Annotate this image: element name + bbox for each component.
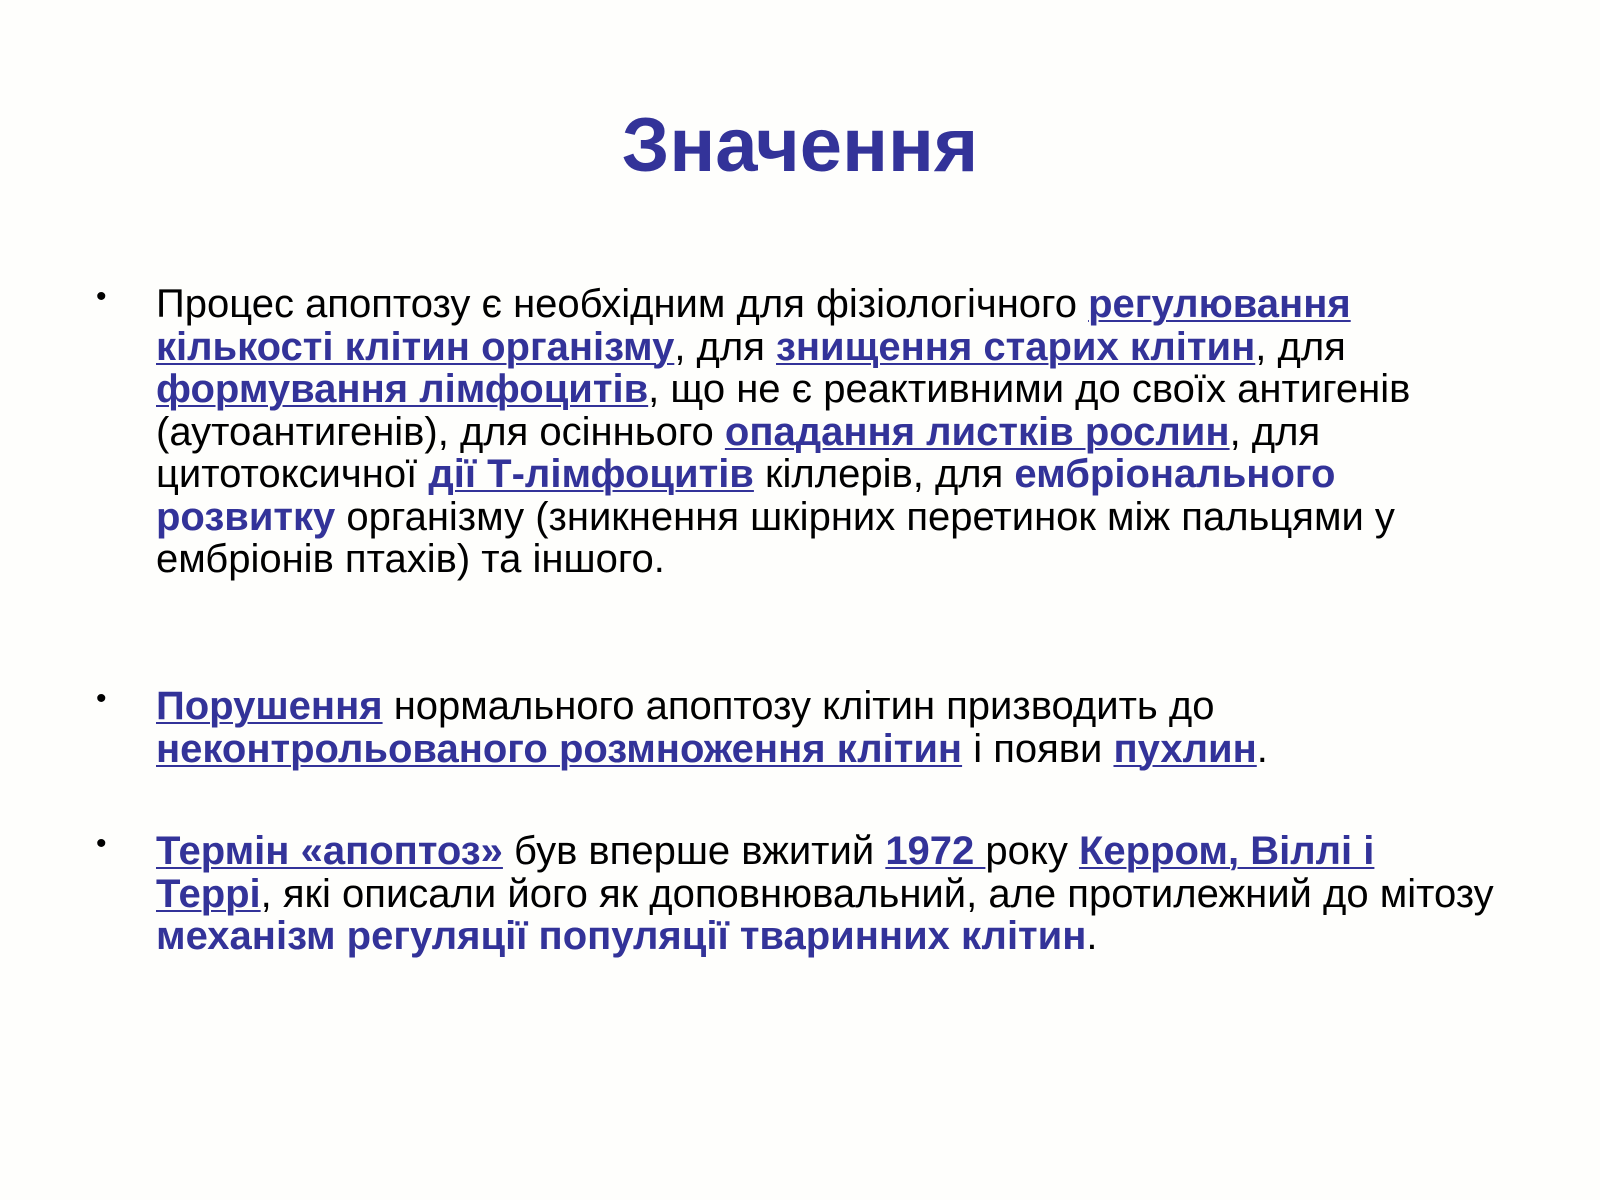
text-segment: . [1256,726,1268,771]
text-segment: , які описали його як доповнювальний, але протилежний до мітозу [260,871,1494,916]
bullet-item-apoptosis-functions [96,280,1496,581]
link-old-cell-destruction[interactable]: знищення старих клітин [776,324,1256,369]
text-segment: і появи [962,726,1114,771]
emphasis-regulation-mechanism: механізм регуляції популяції тваринних клітин [156,914,1087,958]
link-term-apoptosis[interactable]: Термін «апоптоз» [156,829,503,873]
link-uncontrolled-proliferation[interactable]: неконтрольованого розмноження клітин [156,726,963,771]
text-segment: , для цитотоксичної [156,409,1321,496]
text-segment: року [985,829,1079,873]
emphasis-embryonic-development: ембріонального розвитку [156,452,1336,539]
text-segment: , для [674,324,777,369]
link-year-1972[interactable]: 1972 [885,829,986,873]
text-segment: , для [1255,324,1346,369]
link-tumors[interactable]: пухлин [1113,726,1257,771]
bullet-dot-icon: • [96,682,107,715]
text-segment: кіллерів, для [753,452,1015,496]
link-lymphocyte-formation[interactable]: формування лімфоцитів [156,367,649,411]
text-segment: Процес апоптозу є необхідним для фізіологічного [156,282,1089,326]
link-disruption[interactable]: Порушення [156,684,383,728]
text-segment: був вперше вжитий [502,829,886,873]
text-segment: організму (зникнення шкірних перетинок між пальцями у ембріонів птахів) та іншого. [156,494,1395,581]
text-segment: . [1086,914,1098,958]
text-segment: , що не є реактивними до своїх антигенів (аутоантигенів), для осіннього [156,367,1411,454]
bullet-dot-icon: • [96,280,107,313]
bullet-dot-icon: • [96,827,107,860]
bullet-item-term-origin [96,827,1496,958]
link-t-lymphocyte-action[interactable]: дії Т-лімфоцитів [428,452,754,496]
text-segment: нормального апоптозу клітин призводить до [382,684,1215,728]
bullet-item-apoptosis-disruption [96,682,1496,771]
link-authors[interactable]: Керром, Віллі і Террі [156,829,1375,916]
link-cell-count-regulation[interactable]: регулювання кількості клітин організму [156,282,1351,369]
slide-title: Значення [621,103,979,188]
link-leaf-abscission[interactable]: опадання листків рослин [724,409,1230,454]
